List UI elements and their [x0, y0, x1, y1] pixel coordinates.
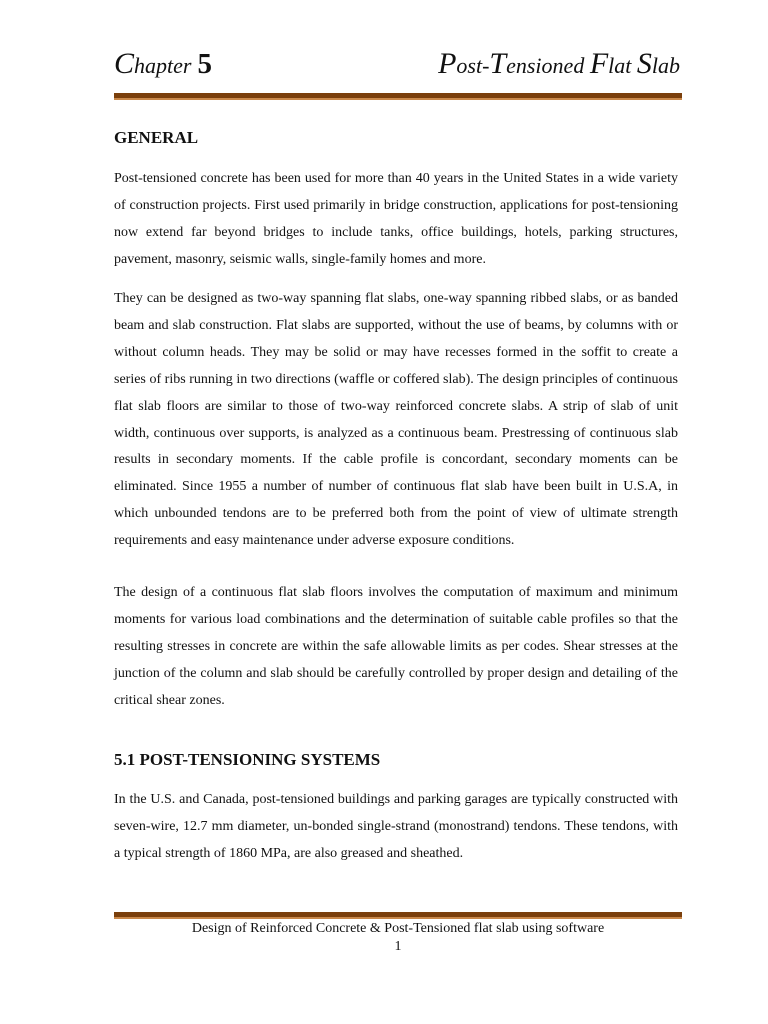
chapter-initial: C	[114, 47, 135, 80]
chapter-label	[114, 44, 212, 86]
header-rule	[114, 93, 682, 100]
title-letter-f: F	[589, 47, 609, 80]
post-tensioning-systems-heading: 5.1 POST-TENSIONING SYSTEMS	[114, 750, 381, 769]
title-part-ensioned: ensioned	[506, 53, 590, 78]
title-letter-t: T	[489, 47, 507, 80]
footer-rule-thin	[114, 917, 682, 919]
footer-text: Design of Reinforced Concrete & Post-Tensioned flat slab using software	[191, 921, 605, 936]
chapter-title	[438, 44, 680, 86]
chapter-number: 5	[197, 48, 212, 80]
general-heading: GENERAL	[114, 128, 199, 147]
page-footer	[114, 920, 682, 956]
post-tensioning-paragraph-1: In the U.S. and Canada, post-tensioned buildings and parking garages are typically constructed with seven-wire, 12.7 mm diameter, un-bonded single-strand (monostrand) tendons. These tendons, with a typical strength of 1860 MPa, are also greased and sheathed.	[114, 792, 678, 861]
page-number: 1	[394, 939, 402, 954]
page-header	[114, 44, 680, 84]
title-letter-s: S	[636, 47, 652, 80]
title-part-ost: ost-	[456, 53, 490, 78]
title-letter-p: P	[438, 47, 457, 80]
general-paragraph-3: The design of a continuous flat slab floors involves the computation of maximum and minimum moments for various load combinations and the determination of suitable cable profiles so that the resulting stresses in concrete are within the safe allowable limits as per codes. Shear stresses at the junction of the column and slab should be carefully controlled by proper design and detailing of the critical shear zones.	[114, 585, 678, 708]
general-paragraph-2: They can be designed as two-way spanning flat slabs, one-way spanning ribbed slabs, or as banded beam and slab construction. Flat slabs are supported, without the use of beams, by columns with or without column heads. They may be solid or may have recesses formed in the soffit to create a series of ribs running in two directions (waffle or coffered slab). The design principles of continuous flat slab floors are similar to those of two-way reinforced concrete slabs. A strip of slab of unit width, continuous over supports, is analyzed as a continuous beam. Prestressing of continuous slab results in secondary moments. If the cable profile is concordant, secondary moments can be eliminated. Since 1955 a number of number of continuous flat slab have been built in U.S.A, in which unbounded tendons are to be preferred both from the point of view of ultimate strength requirements and easy maintenance under adverse exposure conditions.	[114, 291, 678, 549]
general-paragraph-1: Post-tensioned concrete has been used for more than 40 years in the United States in a wide variety of construction projects. First used primarily in bridge construction, applications for post-tensioning now extend far beyond bridges to include tanks, office buildings, hotels, parking structures, pavement, masonry, seismic walls, single-family homes and more.	[114, 171, 678, 267]
title-part-lab: lab	[651, 53, 680, 78]
title-part-lat: lat	[608, 53, 637, 78]
chapter-word: hapter	[134, 53, 192, 78]
header-rule-thin	[114, 98, 682, 100]
footer-rule	[114, 912, 682, 919]
